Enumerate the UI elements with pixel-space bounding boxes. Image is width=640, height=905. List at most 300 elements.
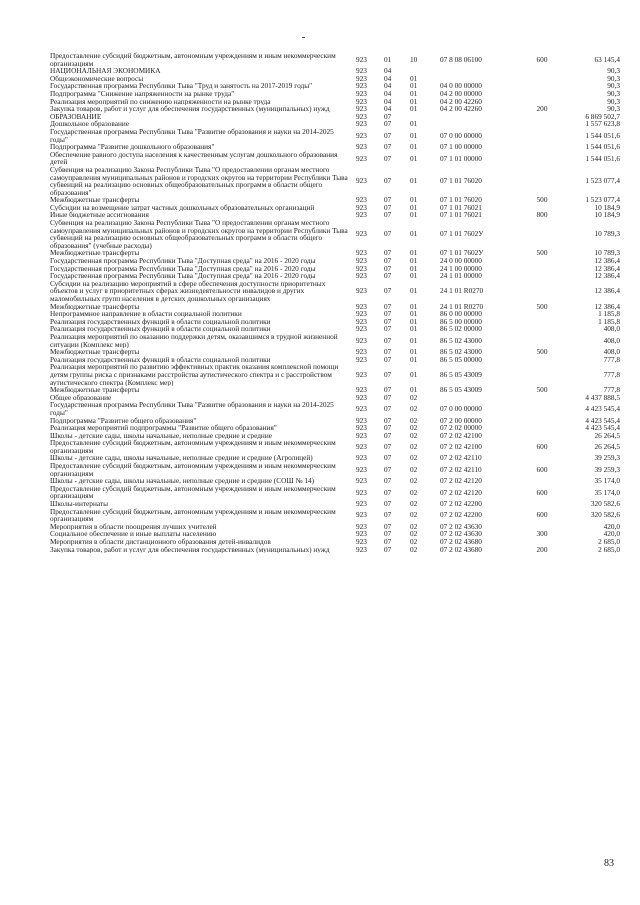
row-grbs: 923 [356, 393, 367, 402]
row-podrazdel: 01 [410, 74, 418, 83]
row-podrazdel: 02 [410, 522, 418, 531]
table-row [50, 143, 620, 151]
row-grbs: 923 [356, 369, 367, 379]
row-podrazdel: 01 [410, 335, 418, 345]
row-amount: 90,3 [607, 89, 620, 98]
row-podrazdel: 01 [410, 369, 418, 379]
table-row [50, 530, 620, 538]
row-amount: 420,0 [603, 530, 620, 538]
row-name: Мероприятия в области дистанционного образования детей-инвалидов [50, 538, 271, 546]
row-razdel: 07 [384, 143, 392, 151]
row-amount: 10 184,9 [594, 211, 620, 220]
row-amount: 39 259,3 [594, 464, 620, 474]
row-podrazdel: 02 [410, 454, 418, 463]
row-target-article: 24 0 00 00000 [440, 257, 482, 265]
row-razdel: 04 [384, 74, 392, 83]
row-grbs: 923 [356, 203, 367, 212]
row-name: Предоставление субсидий бюджетным, автономным учреждениям и иным некоммерческим организациям [50, 507, 336, 523]
row-target-article: 07 1 01 76020 [440, 196, 482, 204]
row-razdel: 07 [384, 229, 392, 239]
row-razdel: 04 [384, 89, 392, 98]
row-target-article [436, 394, 526, 402]
row-target-article: 07 0 00 00000 [440, 130, 482, 140]
table-row [50, 166, 620, 196]
row-grbs: 923 [356, 477, 367, 485]
row-podrazdel: 10 [410, 54, 418, 64]
row-razdel: 07 [384, 404, 392, 414]
row-expense-type [526, 219, 558, 249]
row-podrazdel [410, 113, 436, 121]
table-row [50, 82, 620, 90]
table-row [50, 386, 620, 394]
row-grbs: 923 [356, 302, 367, 311]
row-target-article: 86 5 05 43009 [440, 369, 482, 379]
row-grbs: 923 [356, 54, 367, 64]
row-podrazdel: 01 [410, 143, 418, 151]
row-expense-type [526, 318, 558, 326]
row-name: Дошкольное образование [50, 120, 130, 128]
row-name: Предоставление субсидий бюджетным, автономным учреждениям и иным некоммерческим организациям [50, 462, 336, 478]
row-podrazdel: 02 [410, 487, 418, 497]
row-grbs: 923 [356, 176, 367, 186]
row-expense-type: 800 [536, 211, 548, 220]
row-grbs: 923 [356, 286, 367, 296]
row-podrazdel: 01 [410, 348, 418, 356]
row-razdel: 07 [384, 369, 392, 379]
row-name: Предоставление субсидий бюджетным, автономным учреждениям и иным некоммерческим организациям [50, 484, 336, 501]
row-name: Школы - детские сады, школы начальные, неполные средние и средние (Агролицей) [50, 454, 313, 463]
row-name: Общеэкономические вопросы [50, 74, 144, 83]
table-row [50, 318, 620, 326]
row-razdel: 07 [384, 355, 392, 364]
row-amount: 1 544 051,6 [585, 130, 620, 140]
row-target-article: 07 2 02 42110 [440, 454, 482, 463]
row-target-article: 07 2 02 42100 [440, 442, 482, 452]
row-podrazdel: 02 [410, 442, 418, 452]
row-razdel: 07 [384, 464, 392, 474]
row-target-article: 07 1 01 7602У [440, 229, 484, 239]
row-razdel: 04 [384, 82, 392, 90]
table-row [50, 417, 620, 425]
table-row [50, 280, 620, 303]
row-razdel: 07 [384, 522, 392, 531]
row-name: Реализация государственных функций в области социальной политики [50, 317, 271, 326]
table-row [50, 52, 620, 67]
row-expense-type [526, 310, 558, 318]
table-row [50, 265, 620, 273]
row-grbs: 923 [356, 424, 367, 432]
row-name: Межбюджетные трансферты [50, 196, 140, 204]
row-expense-type [526, 272, 558, 280]
row-target-article: 07 2 02 43630 [440, 522, 482, 531]
row-razdel: 04 [384, 97, 392, 106]
row-razdel: 04 [384, 105, 392, 113]
table-row [50, 120, 620, 128]
row-grbs: 923 [356, 105, 367, 113]
table-row [50, 477, 620, 485]
row-target-article: 07 2 02 42100 [440, 431, 482, 440]
row-name: Закупка товаров, работ и услуг для обеспечения государственных (муниципальных) нужд [50, 105, 330, 113]
table-row [50, 75, 620, 83]
table-row [50, 67, 620, 75]
row-grbs: 923 [356, 264, 367, 273]
row-amount: 12 386,4 [594, 286, 620, 296]
row-expense-type [526, 82, 558, 90]
row-grbs: 923 [356, 74, 367, 83]
row-grbs: 923 [356, 386, 367, 394]
row-name: Реализация мероприятий по снижению напряженности на рынке труда [50, 97, 271, 106]
row-grbs: 923 [356, 229, 367, 239]
row-podrazdel: 01 [410, 310, 418, 318]
row-podrazdel: 01 [410, 272, 418, 280]
row-grbs: 923 [356, 211, 367, 220]
table-row [50, 105, 620, 113]
table-row [50, 303, 620, 311]
row-grbs: 923 [356, 487, 367, 497]
row-expense-type [526, 538, 558, 546]
row-target-article: 86 5 02 00000 [440, 325, 482, 333]
row-target-article: 07 0 00 00000 [440, 404, 482, 414]
row-name: Подпрограмма "Снижение напряженности на рынке труда" [50, 89, 235, 98]
row-expense-type [526, 143, 558, 151]
row-podrazdel: 01 [410, 325, 418, 333]
row-expense-type: 600 [536, 487, 548, 497]
table-row [50, 204, 620, 212]
row-target-article: 04 2 00 42260 [440, 97, 482, 106]
row-podrazdel: 02 [410, 424, 418, 432]
row-razdel: 07 [384, 530, 392, 538]
row-grbs: 923 [356, 325, 367, 333]
row-name: Предоставление субсидий бюджетным, автономным учреждениям и иным некоммерческим организациям [50, 52, 336, 68]
row-grbs: 923 [356, 143, 367, 151]
row-expense-type [526, 333, 558, 348]
row-expense-type [526, 356, 558, 364]
table-row [50, 113, 620, 121]
row-target-article: 07 2 02 42110 [440, 464, 482, 474]
row-amount: 408,0 [603, 335, 620, 345]
row-razdel: 07 [384, 335, 392, 345]
row-razdel: 07 [384, 264, 392, 273]
row-podrazdel: 01 [410, 355, 418, 364]
row-expense-type [526, 265, 558, 273]
row-target-article: 24 1 00 00000 [440, 264, 482, 273]
row-grbs: 923 [356, 153, 367, 163]
row-target-article: 07 2 00 00000 [440, 416, 482, 425]
row-amount: 4 423 545,4 [585, 416, 620, 425]
row-grbs: 923 [356, 530, 367, 538]
row-razdel: 07 [384, 211, 392, 220]
row-podrazdel: 02 [410, 530, 418, 538]
row-name: Непрограммное направление в области социальной политики [50, 310, 242, 318]
row-amount: 90,3 [607, 105, 620, 113]
row-target-article: 86 5 00 00000 [440, 317, 482, 326]
row-razdel: 07 [384, 424, 392, 432]
row-grbs: 923 [356, 317, 367, 326]
row-grbs: 923 [356, 522, 367, 531]
row-podrazdel: 01 [410, 153, 418, 163]
row-expense-type [526, 120, 558, 128]
row-grbs: 923 [356, 67, 367, 75]
row-grbs: 923 [356, 130, 367, 140]
table-row [50, 454, 620, 462]
row-amount: 1 185,8 [598, 317, 620, 326]
row-amount: 12 386,4 [594, 264, 620, 273]
row-target-article: 07 8 08 06100 [440, 54, 482, 64]
row-expense-type [526, 454, 558, 462]
row-name: Субсидии на реализацию мероприятий в сфере обеспечения доступности приоритетных объектов и услуг в приоритетных сферах жизнедеятельности инвалидов и других маломобильных групп населения в детских дошкольных организациях [50, 279, 326, 303]
table-row [50, 523, 620, 531]
row-expense-type [526, 67, 558, 75]
row-podrazdel: 02 [410, 416, 418, 425]
row-grbs: 923 [356, 310, 367, 318]
row-name: Школы - детские сады, школы начальные, неполные средние и средние [50, 431, 272, 440]
row-name: Школы-интернаты [50, 500, 108, 508]
row-expense-type [526, 363, 558, 386]
row-amount: 777,8 [603, 355, 620, 364]
row-target-article: 24 1 01 R0270 [440, 286, 484, 296]
row-name: ОБРАЗОВАНИЕ [50, 112, 102, 121]
row-razdel: 07 [384, 500, 392, 508]
row-expense-type [526, 257, 558, 265]
row-expense-type: 600 [536, 464, 548, 474]
row-podrazdel [410, 67, 436, 75]
table-row [50, 151, 620, 166]
row-expense-type [526, 500, 558, 508]
row-target-article: 04 2 00 42260 [440, 105, 482, 113]
row-name: Государственная программа Республики Тыва "Труд и занятость на 2017-2019 годы" [50, 82, 313, 90]
row-name: Мероприятия в области поощрения лучших учителей [50, 522, 217, 531]
row-target-article: 24 1 01 R0270 [440, 302, 484, 311]
row-podrazdel: 01 [410, 196, 418, 204]
row-amount: 12 386,4 [594, 272, 620, 280]
row-target-article [436, 67, 526, 75]
row-razdel: 07 [384, 431, 392, 440]
row-amount: 408,0 [603, 325, 620, 333]
row-razdel: 07 [384, 203, 392, 212]
row-grbs: 923 [356, 97, 367, 106]
row-amount: 4 423 545,4 [585, 424, 620, 432]
row-target-article: 07 2 02 42200 [440, 500, 482, 508]
row-razdel: 07 [384, 487, 392, 497]
row-razdel: 07 [384, 257, 392, 265]
row-amount: 12 386,4 [594, 302, 620, 311]
row-name: Межбюджетные трансферты [50, 348, 140, 356]
row-expense-type [526, 394, 558, 402]
row-target-article: 07 1 01 00000 [440, 153, 482, 163]
row-amount: 6 869 502,7 [585, 112, 620, 121]
row-name: Государственная программа Республики Тыва "Доступная среда" на 2016 - 2020 годы [50, 272, 316, 280]
row-razdel: 07 [384, 153, 392, 163]
row-target-article: 07 1 01 76021 [440, 203, 482, 212]
row-razdel: 07 [384, 454, 392, 463]
row-podrazdel: 02 [410, 464, 418, 474]
table-row [50, 348, 620, 356]
row-name: Государственная программа Республики Тыва "Доступная среда" на 2016 - 2020 годы [50, 264, 316, 273]
row-podrazdel: 02 [410, 545, 418, 554]
row-name: Подпрограмма "Развитие дошкольного образования" [50, 143, 215, 151]
row-expense-type [526, 113, 558, 121]
row-amount: 1 557 623,8 [585, 120, 620, 128]
row-amount: 90,3 [607, 97, 620, 106]
table-row [50, 439, 620, 454]
row-expense-type [526, 477, 558, 485]
row-amount: 26 264,5 [594, 431, 620, 440]
row-target-article [436, 113, 526, 121]
row-podrazdel: 01 [410, 317, 418, 326]
row-amount: 10 184,9 [594, 203, 620, 212]
row-amount: 408,0 [603, 348, 620, 356]
row-grbs: 923 [356, 500, 367, 508]
table-row [50, 363, 620, 386]
row-grbs: 923 [356, 196, 367, 204]
row-name: Реализация мероприятий подпрограммы "Развитие общего образования" [50, 424, 277, 432]
row-expense-type: 200 [536, 105, 548, 113]
row-razdel: 07 [384, 545, 392, 554]
row-name: Реализация государственных функций в области социальной политики [50, 325, 271, 333]
row-amount: 63 145,4 [594, 54, 620, 64]
row-grbs: 923 [356, 454, 367, 463]
row-name: Школы - детские сады, школы начальные, неполные средние и средние (СОШ № 14) [50, 477, 315, 485]
table-row [50, 538, 620, 546]
row-razdel: 07 [384, 416, 392, 425]
table-row [50, 462, 620, 477]
row-expense-type [526, 401, 558, 416]
row-expense-type: 500 [536, 196, 548, 204]
page-number: 83 [604, 858, 614, 869]
row-podrazdel: 01 [410, 249, 418, 258]
row-podrazdel: 02 [410, 500, 418, 508]
table-row [50, 500, 620, 508]
row-target-article: 07 1 00 00000 [440, 143, 482, 151]
scan-mark [302, 37, 305, 38]
budget-table [50, 52, 620, 553]
row-target-article: 07 2 02 42120 [440, 477, 482, 485]
row-target-article: 86 5 05 00000 [440, 355, 482, 364]
row-name: Межбюджетные трансферты [50, 386, 140, 394]
table-row [50, 333, 620, 348]
row-expense-type [526, 417, 558, 425]
row-expense-type [526, 98, 558, 106]
row-amount: 39 259,3 [594, 454, 620, 463]
row-name: Обеспечение равного доступа населения к качественным услугам дошкольного образования детей [50, 150, 338, 166]
row-target-article: 07 2 02 43630 [440, 530, 482, 538]
row-razdel: 07 [384, 317, 392, 326]
row-name: Реализация мероприятий по оказанию поддержки детям, оказавшимся в трудной жизненной ситуации (Комплекс мер) [50, 332, 338, 349]
table-row [50, 196, 620, 204]
table-row [50, 219, 620, 249]
row-razdel: 07 [384, 310, 392, 318]
row-expense-type [526, 432, 558, 440]
row-razdel: 07 [384, 510, 392, 520]
row-amount: 4 423 545,4 [585, 404, 620, 414]
row-expense-type: 500 [536, 348, 548, 356]
row-expense-type [526, 75, 558, 83]
row-razdel: 07 [384, 120, 392, 128]
row-expense-type: 600 [536, 442, 548, 452]
row-expense-type: 600 [536, 510, 548, 520]
row-grbs: 923 [356, 335, 367, 345]
row-target-article: 07 1 01 76020 [440, 176, 482, 186]
row-razdel: 07 [384, 325, 392, 333]
row-target-article: 07 2 02 42120 [440, 487, 482, 497]
row-podrazdel: 01 [410, 229, 418, 239]
row-name: Реализация мероприятий по развитию эффективных практик оказания комплексной помощи детям группы риска с признаками расстройства аутистического спектра и с расстройством аутистического спектра (Комплекс мер) [50, 363, 339, 387]
row-target-article: 07 1 01 76021 [440, 211, 482, 220]
row-podrazdel: 02 [410, 538, 418, 546]
row-amount: 12 386,4 [594, 257, 620, 265]
row-expense-type [526, 424, 558, 432]
row-podrazdel: 01 [410, 82, 418, 90]
row-amount: 10 789,3 [594, 229, 620, 239]
table-row [50, 546, 620, 554]
row-amount: 26 264,5 [594, 442, 620, 452]
row-amount: 1 523 077,4 [585, 176, 620, 186]
table-row [50, 310, 620, 318]
row-razdel: 07 [384, 302, 392, 311]
row-grbs: 923 [356, 545, 367, 554]
row-razdel: 07 [384, 386, 392, 394]
row-target-article: 07 1 01 7602У [440, 249, 484, 258]
table-row [50, 249, 620, 257]
row-target-article: 04 2 00 00000 [440, 89, 482, 98]
row-amount: 1 544 051,6 [585, 143, 620, 151]
table-row [50, 356, 620, 364]
row-target-article: 07 2 02 00000 [440, 424, 482, 432]
row-razdel: 07 [384, 176, 392, 186]
row-name: Межбюджетные трансферты [50, 302, 140, 311]
row-grbs: 923 [356, 348, 367, 356]
row-expense-type: 300 [536, 530, 548, 538]
row-grbs: 923 [356, 257, 367, 265]
row-podrazdel: 01 [410, 120, 418, 128]
row-target-article: 86 5 02 43000 [440, 335, 482, 345]
row-razdel: 07 [384, 130, 392, 140]
row-grbs: 923 [356, 464, 367, 474]
row-amount: 1 544 051,6 [585, 153, 620, 163]
row-grbs: 923 [356, 404, 367, 414]
table-row [50, 128, 620, 143]
row-expense-type: 500 [536, 386, 548, 394]
row-expense-type [526, 325, 558, 333]
row-name: НАЦИОНАЛЬНАЯ ЭКОНОМИКА [50, 67, 161, 75]
row-expense-type [526, 166, 558, 196]
row-name: Общее образование [50, 393, 112, 402]
row-grbs: 923 [356, 82, 367, 90]
row-grbs: 923 [356, 538, 367, 546]
row-name: Межбюджетные трансферты [50, 249, 140, 258]
row-name: Социальное обеспечение и иные выплаты населению [50, 530, 217, 538]
row-podrazdel: 01 [410, 386, 418, 394]
row-expense-type [526, 128, 558, 143]
row-expense-type [526, 280, 558, 303]
row-grbs: 923 [356, 355, 367, 364]
row-grbs: 923 [356, 416, 367, 425]
row-target-article: 07 2 02 43680 [440, 545, 482, 554]
row-podrazdel: 01 [410, 97, 418, 106]
row-target-article: 86 5 02 43000 [440, 348, 482, 356]
row-podrazdel: 02 [410, 404, 418, 414]
row-target-article: 04 0 00 00000 [440, 82, 482, 90]
row-amount: 777,8 [603, 386, 620, 394]
row-podrazdel: 02 [410, 477, 418, 485]
table-row [50, 401, 620, 416]
row-name: Субсидии на возмещение затрат частных дошкольных образовательных организаций [50, 203, 315, 212]
row-name: Закупка товаров, работ и услуг для обеспечения государственных (муниципальных) нужд [50, 545, 330, 554]
row-grbs: 923 [356, 272, 367, 280]
row-target-article [436, 120, 526, 128]
row-amount: 420,0 [603, 522, 620, 531]
row-name: Субвенция на реализацию Закона Республики Тыва "О предоставлении органам местного самоуправления муниципальных районов и городских округов на территории Республики Тыва субвенций на реализацию основных общеобразовательных программ в области общего образования" [50, 165, 348, 197]
